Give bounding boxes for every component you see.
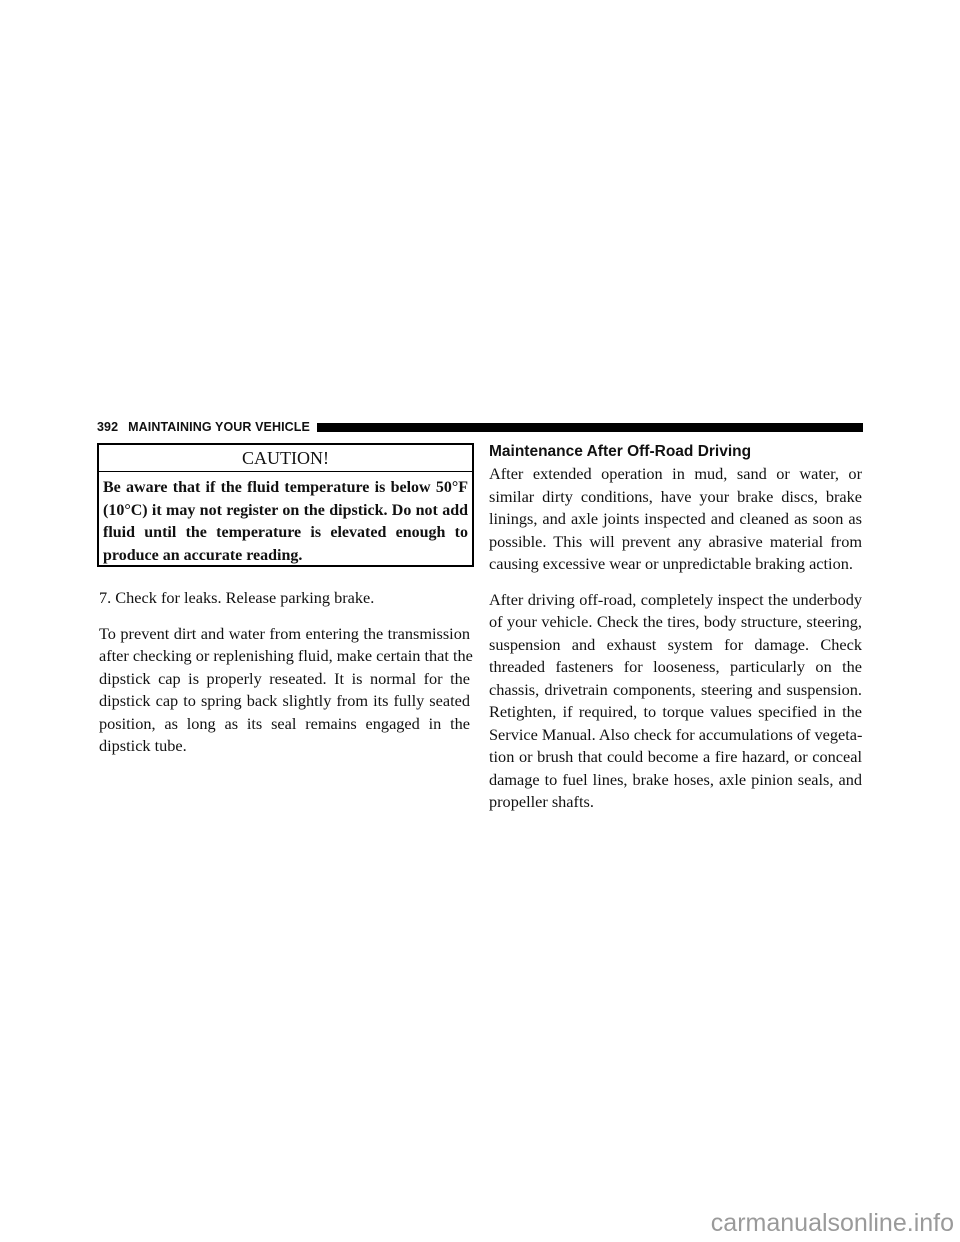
caution-line: produce an accurate reading. <box>103 546 303 564</box>
text-line: position, as long as its seal remains engaged in the <box>99 713 470 733</box>
running-header <box>97 419 863 435</box>
text-line: of your vehicle. Check the tires, body structure, steering, <box>489 612 862 631</box>
text-line: tion or brush that could become a fire hazard, or conceal <box>489 747 862 766</box>
text-line: similar dirty conditions, have your brake discs, brake <box>489 486 862 506</box>
text-line: damage to fuel lines, brake hoses, axle pinion seals, and <box>489 769 862 789</box>
caution-box <box>97 443 474 567</box>
caution-body <box>99 472 472 567</box>
header-rule <box>317 423 863 432</box>
off-road-paragraph-1 <box>489 463 862 576</box>
text-line: dipstick cap to spring back slightly from its fully seated <box>99 691 470 710</box>
watermark: carmanualsonline.info <box>710 1209 954 1237</box>
caution-title: CAUTION! <box>99 445 472 472</box>
right-column <box>489 441 862 814</box>
text-line: chassis, drivetrain components, steering and suspension. <box>489 679 862 699</box>
off-road-paragraph-2 <box>489 589 862 814</box>
section-title: MAINTAINING YOUR VEHICLE <box>128 420 310 434</box>
text-line: After driving off-road, completely inspect the underbody <box>489 589 862 609</box>
caution-line: Be aware that if the fluid temperature is below 50°F <box>103 479 468 496</box>
text-line: Retighten, if required, to torque values specified in the <box>489 702 862 721</box>
text-line: possible. This will prevent any abrasive material from <box>489 531 862 551</box>
text-line: linings, and axle joints inspected and cleaned as soon as <box>489 509 862 528</box>
text-line: To prevent dirt and water from entering the transmission <box>99 623 470 643</box>
left-column <box>99 587 473 758</box>
text-line: causing excessive wear or unpredictable braking action. <box>489 554 853 573</box>
text-line: suspension and exhaust system for damage. Check <box>489 634 862 654</box>
caution-line: fluid until the temperature is elevated enough to <box>103 524 468 541</box>
transmission-paragraph <box>99 623 473 758</box>
step-7: 7. Check for leaks. Release parking brake. <box>99 588 375 607</box>
caution-line: (10°C) it may not register on the dipstick. Do not add <box>103 501 468 519</box>
text-line: dipstick tube. <box>99 736 187 755</box>
text-line: After extended operation in mud, sand or water, or <box>489 464 862 483</box>
section-heading: Maintenance After Off-Road Driving <box>489 443 752 460</box>
text-line: Service Manual. Also check for accumulations of vegeta- <box>489 724 863 744</box>
text-line: propeller shafts. <box>489 792 594 811</box>
text-line: after checking or replenishing fluid, make certain that the <box>99 646 473 665</box>
page-number: 392 <box>97 420 119 434</box>
text-line: dipstick cap is properly reseated. It is normal for the <box>99 668 470 688</box>
text-line: threaded fasteners for looseness, particularly on the <box>489 657 862 676</box>
